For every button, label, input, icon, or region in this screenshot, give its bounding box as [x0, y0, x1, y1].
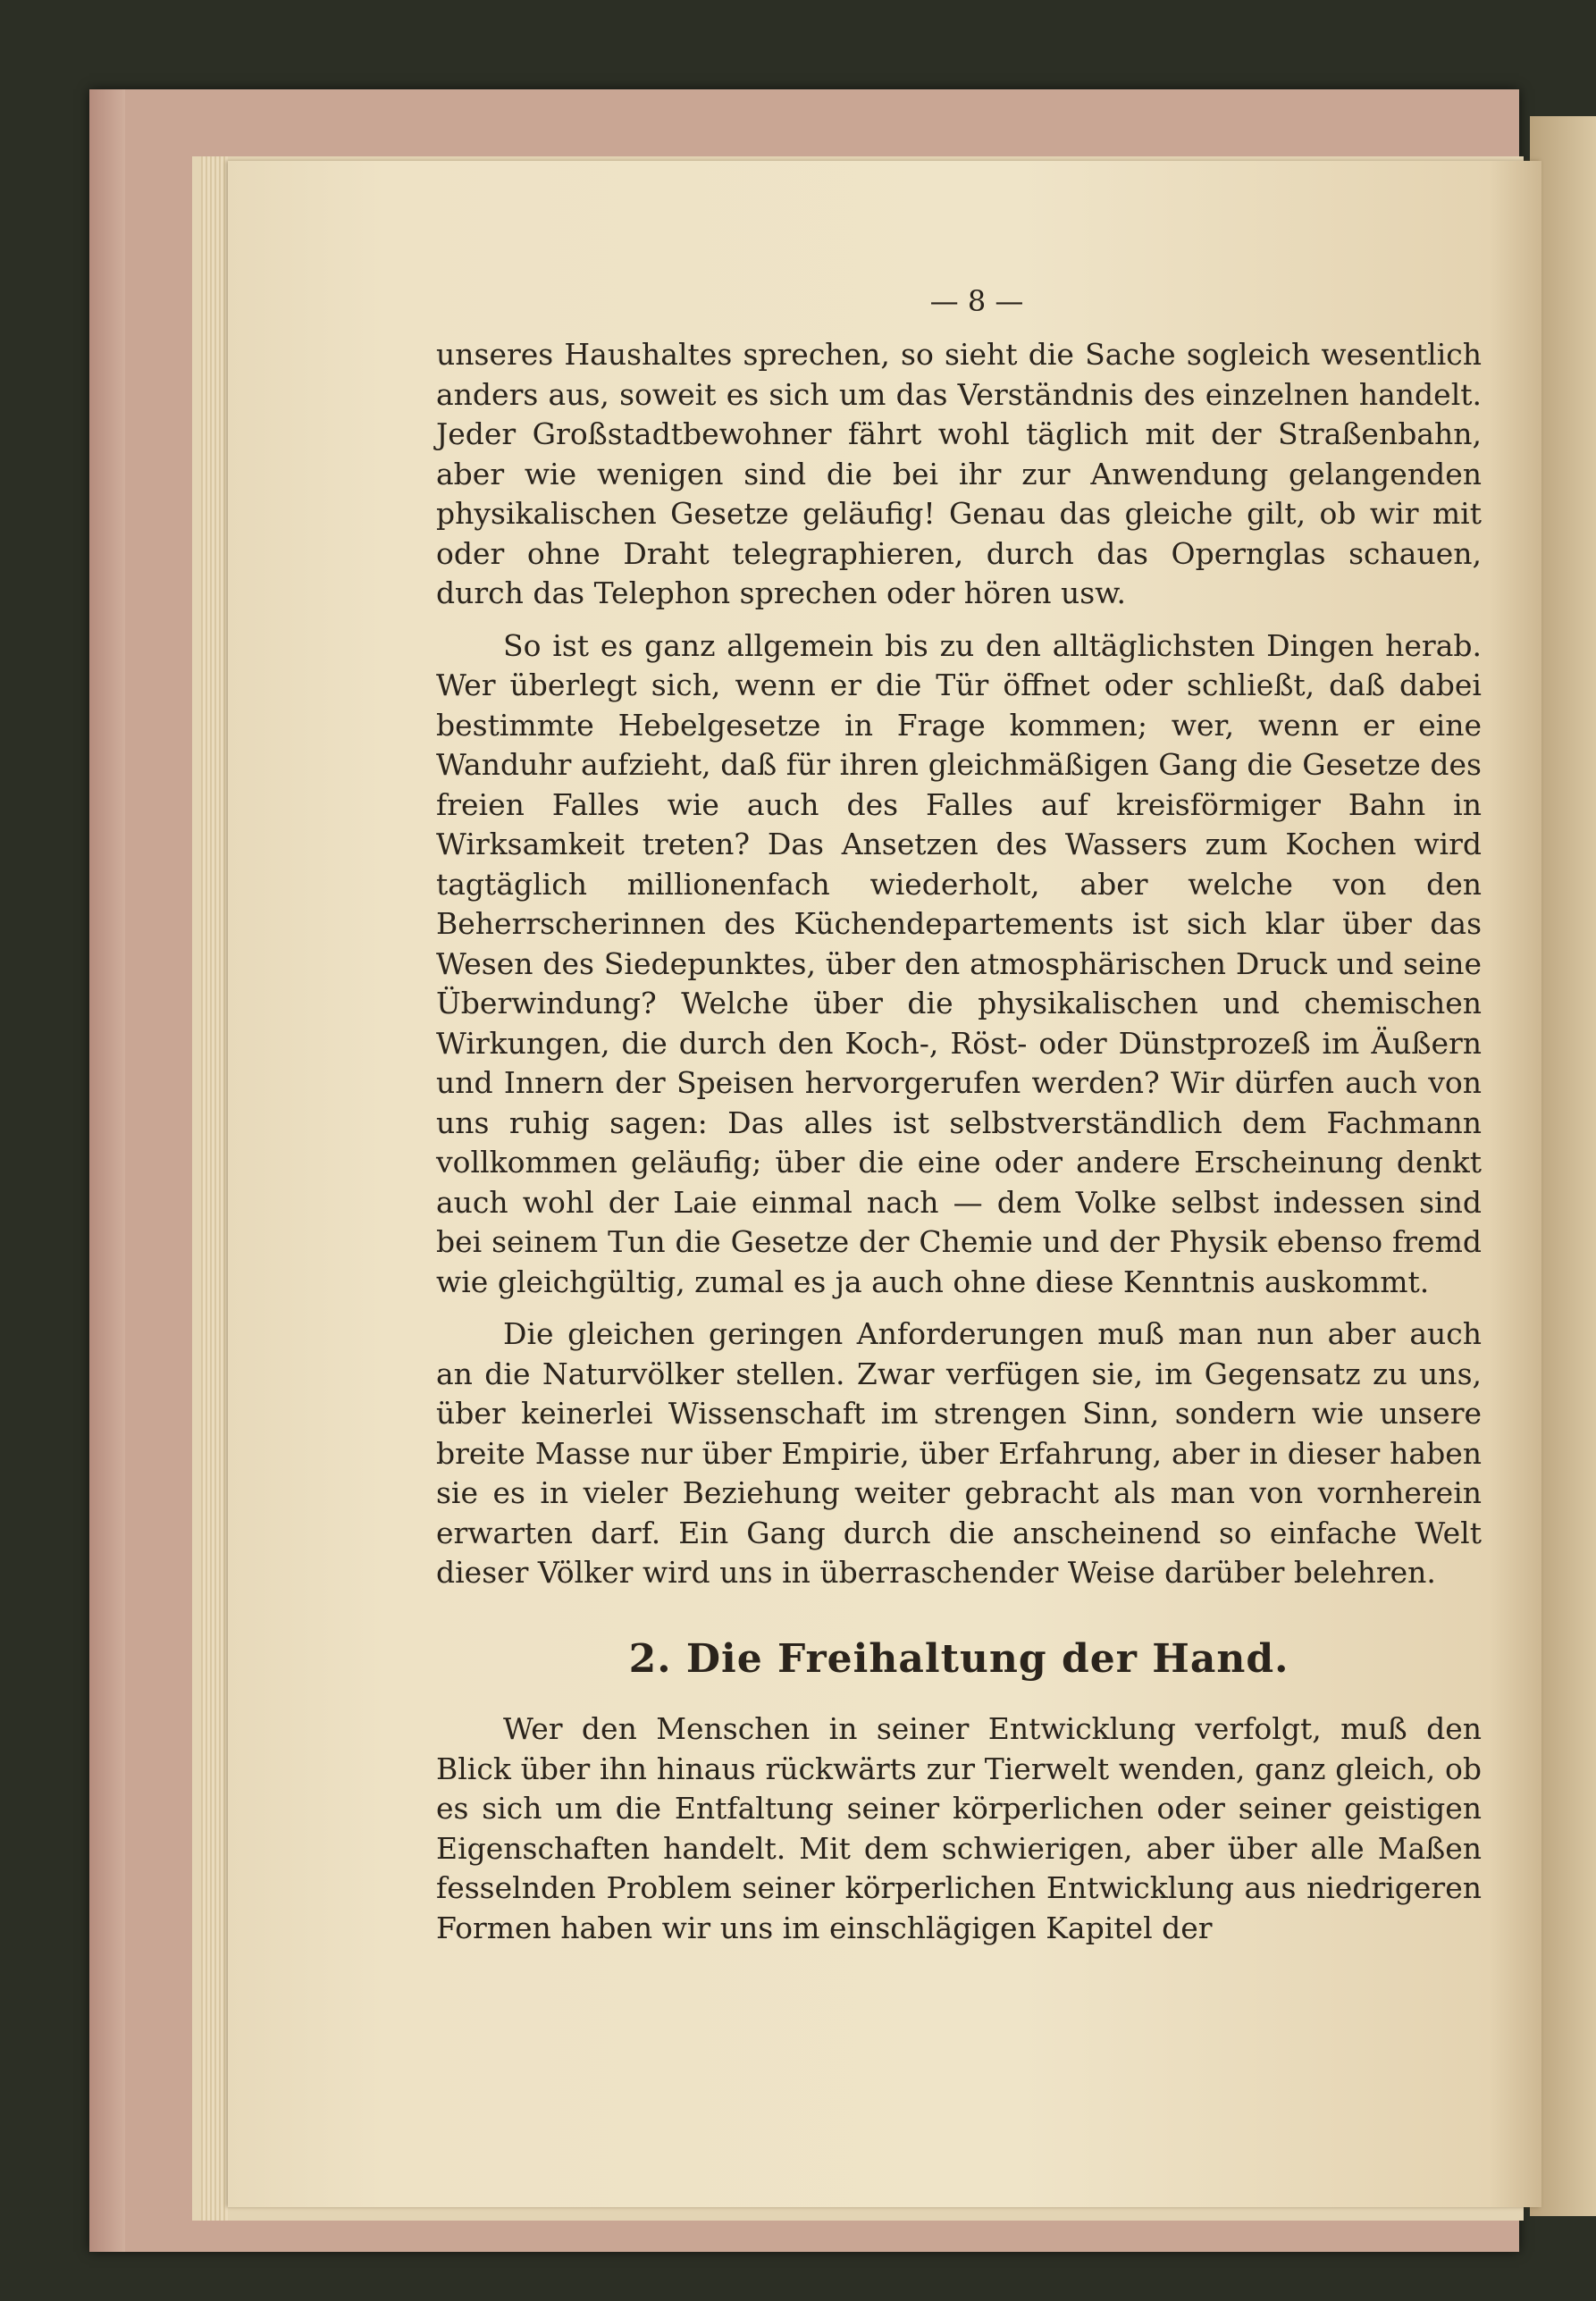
paragraph-2: So ist es ganz allgemein bis zu den alltäglichsten Dingen herab. Wer überlegt sich, wenn er die Tür öffnet oder schließt, daß dabei bestimmte Hebelgesetze in Frage kommen; wer, wenn er eine Wanduhr aufzieht, daß für ihren gleichmäßigen Gang die Gesetze des freien Falles wie auch des Falles auf kreisförmiger Bahn in Wirksamkeit treten? Das Ansetzen des Wassers zum Kochen wird tagtäglich millionenfach wiederholt, aber welche von den Beherrscherinnen des Küchendepartements ist sich klar über das Wesen des Siedepunktes, über den atmosphärischen Druck und seine Überwindung? Welche über die physikalischen und chemischen Wirkungen, die durch den Koch-, Röst- oder Dünstprozeß im Äußern und Innern der Speisen hervorgerufen werden? Wir dürfen auch von uns ruhig sagen: Das alles ist selbstverständlich dem Fachmann vollkommen geläufig; über die eine oder andere Erscheinung denkt auch wohl der Laie einmal nach — dem Volke selbst indessen sind bei seinem Tun die Gesetze der Chemie und der Physik ebenso fremd wie gleichgültig, zumal es ja auch ohne diese Kenntnis auskommt.	[436, 627, 1482, 1299]
paragraph-3: Die gleichen geringen Anforderungen muß man nun aber auch an die Naturvölker stellen. Zwar verfügen sie, im Gegensatz zu uns, über keinerlei Wissenschaft im strengen Sinn, sondern wie unsere breite Masse nur über Empirie, über Erfahrung, aber in dieser haben sie es in vieler Beziehung weiter gebracht als man von vornherein erwarten darf. Ein Gang durch die anscheinend so einfache Welt dieser Völker wird uns in überraschender Weise darüber belehren.	[436, 1316, 1482, 1590]
section-heading: 2. Die Freihaltung der Hand.	[628, 1635, 1289, 1682]
page-number: — 8 —	[929, 284, 1024, 318]
page-edges	[201, 156, 228, 2221]
cover-spine-edge	[89, 89, 125, 2252]
page-content	[436, 286, 1482, 1948]
paragraph-4: Wer den Menschen in seiner Entwicklung verfolgt, muß den Blick über ihn hinaus rückwärts zur Tierwelt wenden, ganz gleich, ob es sich um die Entfaltung seiner körperlichen oder seiner geistigen Eigenschaften handelt. Mit dem schwierigen, aber über alle Maßen fesselnden Problem seiner körperlichen Entwicklung aus niedrigeren Formen haben wir uns im einschlägigen Kapitel der	[436, 1711, 1482, 1945]
paragraph-1: unseres Haushaltes sprechen, so sieht die Sache sogleich wesentlich anders aus, soweit es sich um das Verständnis des einzelnen handelt. Jeder Großstadtbewohner fährt wohl täglich mit der Straßenbahn, aber wie wenigen sind die bei ihr zur Anwendung gelangenden physikalischen Gesetze geläufig! Genau das gleiche gilt, ob wir mit oder ohne Draht telegraphieren, durch das Opernglas schauen, durch das Telephon sprechen oder hören usw.	[436, 337, 1482, 610]
